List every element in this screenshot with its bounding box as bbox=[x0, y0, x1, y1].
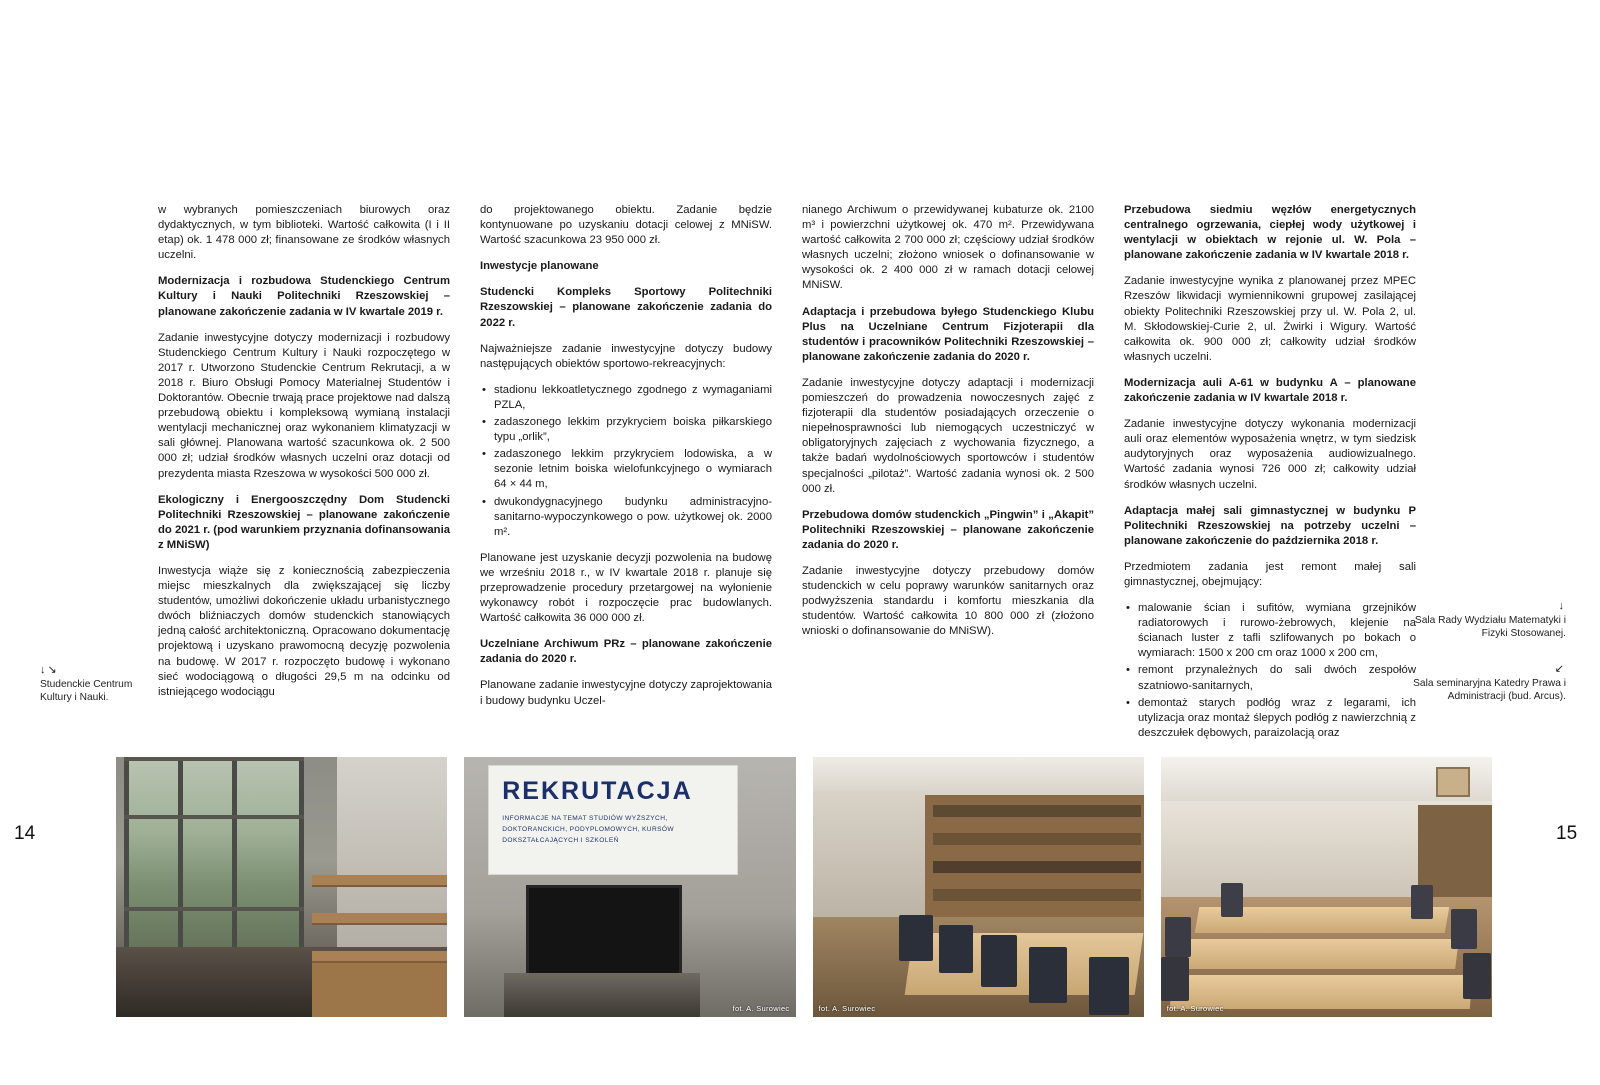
photo-3-chair bbox=[981, 935, 1017, 987]
bullet-item: • zadaszonego lekkim przykryciem boiska piłkarskiego typu „orlik”, bbox=[494, 415, 772, 445]
photo-1-mullion bbox=[124, 757, 129, 972]
paragraph: nianego Archiwum o przewidywanej kubaturze ok. 2100 m³ i powierzchni użytkowej ok. 470 m². Przewidywana wartość całkowita 2 700 000 zł; częściowy udział środków własnych uczelni; złożono wniosek o dofinansowanie w wysokości ok. 2 400 000 zł w ramach dotacji celowej MNiSW. bbox=[802, 204, 1094, 292]
photo-3-chair bbox=[939, 925, 973, 973]
paragraph: Zadanie inwestycyjne wynika z planowanej przez MPEC Rzeszów likwidacji wymiennikowni grupowej zasilającej obiekty Politechniki Rzeszowskiej przy ul. W. Pola 2, ul. M. Skłodowskiej-Curie 2, ul. Żwirki i Wigury. Wartość całkowita ok. 900 000 zł; całkowity udział środków własnych uczelni. bbox=[1124, 275, 1416, 363]
caption-right-bottom-text: Sala seminaryjna Katedry Prawa i Administracji (bud. Arcus). bbox=[1413, 677, 1566, 702]
section-heading: Adaptacja i przebudowa byłego Studenckiego Klubu Plus na Uczelniane Centrum Fizjoterapii dla studentów i pracowników Politechniki Rzeszowskiej – planowane zakończenie zadania do 2020 r. bbox=[802, 305, 1094, 363]
caption-left bbox=[40, 664, 152, 705]
photo-1-shelf bbox=[312, 875, 447, 887]
page-number-left: 14 bbox=[14, 823, 36, 844]
caption-right-bottom bbox=[1390, 663, 1566, 704]
photo-3-credit: fot. A. Surowiec bbox=[818, 1004, 876, 1013]
paragraph: Inwestycja wiąże się z koniecznością zabezpieczenia miejsc mieszkalnych dla zwiększającej się liczby studentów, umożliwi dokończenie układu urbanistycznego dwóch bliźniaczych domów studenckich stanowiących jedną całość architektoniczną. Opracowano dokumentację projektową i uzyskano prawomocną decyzję pozwolenia na budowę. W 2017 r. rozpoczęto budowę i wykonano sieć wodociągową o długości 29,5 m na odcinku od istniejącego wodociągu bbox=[158, 564, 450, 698]
section-heading: Przebudowa siedmiu węzłów energetycznych centralnego ogrzewania, ciepłej wody użytkowej i wentylacji w obiektach w rejonie ul. W. Pola – planowane zakończenie zadania w IV kwartale 2018 r. bbox=[1124, 204, 1416, 262]
photo-1-shelf bbox=[312, 951, 447, 963]
photo-4-chair bbox=[1161, 957, 1189, 1001]
bullet-list bbox=[480, 383, 772, 540]
page-number-right: 15 bbox=[1556, 823, 1578, 844]
section-heading: Uczelniane Archiwum PRz – planowane zakończenie zadania do 2020 r. bbox=[480, 638, 772, 666]
paragraph: Najważniejsze zadanie inwestycyjne dotyczy budowy następujących obiektów sportowo-rekreacyjnych: bbox=[480, 342, 772, 370]
photo-2-banner-title: REKRUTACJA bbox=[502, 777, 693, 805]
photo-1-frame-rail bbox=[124, 757, 304, 761]
paragraph: do projektowanego obiektu. Zadanie będzie kontynuowane po uzyskaniu dotacji celowej z MNiSW. Wartość szacunkowa 23 950 000 zł. bbox=[480, 204, 772, 247]
paragraph: Zadanie inwestycyjne dotyczy modernizacji i rozbudowy Studenckiego Centrum Kultury i Nauki rozpoczętego w 2017 r. Utworzono Studenckie Centrum Rekrutacji, a w 2018 r. Biuro Obsługi Pomocy Materialnej Studentów i Doktorantów. Obecnie trwają prace projektowe nad dalszą przebudową obiektu i kompleksową wymianą instalacji wentylacji mechanicznej oraz wykonaniem klimatyzacji w sali głównej. Planowana wartość szacunkowa ok. 2 500 000 zł; udział środków własnych uczelni oraz dotacji od prezydenta miasta Rzeszowa w wysokości 500 000 zł. bbox=[158, 331, 450, 480]
photo-1-frame-rail bbox=[124, 907, 304, 911]
section-heading: Ekologiczny i Energooszczędny Dom Studencki Politechniki Rzeszowskiej – planowane zakończenie do 2021 r. (pod warunkiem przyznania dofinansowania z MNiSW) bbox=[158, 493, 450, 551]
bullet-list bbox=[1124, 601, 1416, 741]
photo-3-books-row bbox=[933, 889, 1141, 901]
photo-sala-seminaryjna bbox=[1161, 757, 1492, 1017]
caption-left-arrows: ↓↘ bbox=[40, 664, 59, 676]
paragraph: Przedmiotem zadania jest remont małej sali gimnastycznej, obejmujący: bbox=[1124, 560, 1416, 588]
photo-4-chair bbox=[1165, 917, 1191, 957]
photo-1-shelf bbox=[312, 913, 447, 925]
text-column-3 bbox=[802, 203, 1094, 733]
photo-3-chair bbox=[1029, 947, 1067, 1003]
paragraph: Zadanie inwestycyjne dotyczy wykonania modernizacji auli oraz elementów wyposażenia wnętrz, w tym siedzisk audytoryjnych oraz wyposażenia audiowizualnego. Wartość zadania wynosi 726 000 zł; całkowity udział środków własnych uczelni. bbox=[1124, 418, 1416, 491]
photo-1-right-wall bbox=[337, 757, 447, 957]
photo-3-books-row bbox=[933, 861, 1141, 873]
photo-2-display-screen bbox=[526, 885, 682, 979]
photo-sala-rady bbox=[813, 757, 1144, 1017]
photo-1-frame-rail bbox=[124, 815, 304, 819]
photo-1-cabinet bbox=[312, 963, 447, 1017]
bullet-item: • zadaszonego lekkim przykryciem lodowiska, a w sezonie letnim boiska wielofunkcyjnego o wymiarach 64 × 44 m, bbox=[494, 447, 772, 492]
bullet-item: • dwukondygnacyjnego budynku administracyjno-sanitarno-wypoczynkowego o pow. użytkowej ok. 2000 m². bbox=[494, 495, 772, 540]
section-heading: Adaptacja małej sali gimnastycznej w budynku P Politechniki Rzeszowskiej na potrzeby uczelni – planowane zakończenie do października 2018 r. bbox=[1124, 504, 1416, 547]
photo-2-credit: fot. A. Surowiec bbox=[732, 1004, 790, 1013]
paragraph: Zadanie inwestycyjne dotyczy przebudowy domów studenckich w celu poprawy warunków sanitarnych oraz podwyższenia standardu i komfortu mieszkania dla studentów. Wartość całkowita 10 800 000 zł (złożono wnioski o dofinansowanie do MNiSW). bbox=[802, 564, 1094, 638]
photo-2-banner-subtitle: INFORMACJE NA TEMAT STUDIÓW WYŻSZYCH, DOKTORANCKICH, PODYPLOMOWYCH, KURSÓW DOKSZTAŁCAJĄCYCH I SZKOLEŃ bbox=[502, 815, 675, 844]
photo-4-chair bbox=[1411, 885, 1433, 919]
section-heading: Przebudowa domów studenckich „Pingwin” i „Akapit” Politechniki Rzeszowskiej – planowane zakończenie zadania do 2020 r. bbox=[802, 508, 1094, 551]
paragraph: Planowane jest uzyskanie decyzji pozwolenia na budowę we wrześniu 2018 r., w IV kwartale 2018 r. planuje się przeprowadzenie procedury przetargowej na wyłonienie wykonawcy robót i rozpoczęcie prac budowlanych. Wartość całkowita 36 000 000 zł. bbox=[480, 551, 772, 625]
caption-right-top bbox=[1390, 600, 1566, 641]
photo-4-chair bbox=[1451, 909, 1477, 949]
section-subheading: Inwestycje planowane bbox=[480, 260, 599, 273]
caption-left-text: Studenckie Centrum Kultury i Nauki. bbox=[40, 678, 133, 703]
photo-strip bbox=[116, 757, 1492, 1017]
photo-3-chair bbox=[899, 915, 933, 961]
bullet-item: • demontaż starych podłóg wraz z legarami, ich utylizacja oraz montaż ślepych podłóg z nawierzchnią z deszczułek dębowych, paraizolacją oraz bbox=[1138, 696, 1416, 741]
paragraph: w wybranych pomieszczeniach biurowych oraz dydaktycznych, w tym biblioteki. Wartość całkowita (I i II etap) ok. 1 478 000 zł; finansowane ze środków własnych uczelni. bbox=[158, 204, 450, 262]
text-column-4 bbox=[1124, 203, 1416, 739]
photo-1-mullion bbox=[178, 757, 183, 972]
photo-2-counter bbox=[504, 973, 700, 1017]
text-column-2 bbox=[480, 203, 772, 733]
paragraph: Zadanie inwestycyjne dotyczy adaptacji i modernizacji pomieszczeń do prowadzenia nowoczesnych zajęć z fizjoterapii dla studentów posiadających orzeczenie o niepełnosprawności lub niemogących uczestniczyć w obligatoryjnych zajęciach z wychowania fizycznego, a także badań wydolnościowych sportowców i studentów specjalności „pilotaż”. Wartość zadania wynosi ok. 2 500 000 zł. bbox=[802, 376, 1094, 495]
photo-1-glass-wall bbox=[124, 757, 304, 972]
caption-right-top-arrows: ↓ bbox=[1558, 600, 1566, 612]
photo-3-books-row bbox=[933, 833, 1141, 845]
section-heading: Studencki Kompleks Sportowy Politechniki Rzeszowskiej – planowane zakończenie zadania do 2022 r. bbox=[480, 286, 772, 329]
photo-4-credit: fot. A. Surowiec bbox=[1166, 1004, 1224, 1013]
photo-3-chair bbox=[1089, 957, 1129, 1015]
article-columns bbox=[158, 203, 1450, 739]
photo-4-chair bbox=[1463, 953, 1491, 999]
photo-3-books-row bbox=[933, 805, 1141, 817]
section-heading: Modernizacja i rozbudowa Studenckiego Centrum Kultury i Nauki Politechniki Rzeszowskiej – planowane zakończenie zadania w IV kwartale 2019 r. bbox=[158, 275, 450, 318]
bullet-item: • remont przynależnych do sali dwóch zespołów szatniowo-sanitarnych, bbox=[1138, 663, 1416, 693]
text-column-1 bbox=[158, 203, 450, 733]
photo-rekrutacja bbox=[464, 757, 795, 1017]
photo-4-chair bbox=[1221, 883, 1243, 917]
caption-right-bottom-arrows: ↙ bbox=[1554, 663, 1566, 675]
bullet-item: • stadionu lekkoatletycznego zgodnego z wymaganiami PZLA, bbox=[494, 383, 772, 413]
photo-1-mullion bbox=[232, 757, 237, 972]
photo-4-wall-picture bbox=[1436, 767, 1470, 797]
bullet-item: • malowanie ścian i sufitów, wymiana grzejników radiatorowych i rurowo-żebrowych, klejenie na ścianach luster z tafli szlifowanych po bokach o wymiarach: 1500 x 200 cm oraz 1000 x 200 cm, bbox=[1138, 601, 1416, 661]
section-heading: Modernizacja auli A-61 w budynku A – planowane zakończenie zadania w IV kwartale 2018 r. bbox=[1124, 376, 1416, 405]
paragraph: Planowane zadanie inwestycyjne dotyczy zaprojektowania i budowy budynku Uczel- bbox=[480, 679, 773, 707]
caption-right-top-text: Sala Rady Wydziału Matematyki i Fizyki Stosowanej. bbox=[1414, 614, 1566, 639]
photo-4-table bbox=[1183, 939, 1459, 969]
photo-scknk bbox=[116, 757, 447, 1017]
photo-1-mullion bbox=[299, 757, 304, 972]
